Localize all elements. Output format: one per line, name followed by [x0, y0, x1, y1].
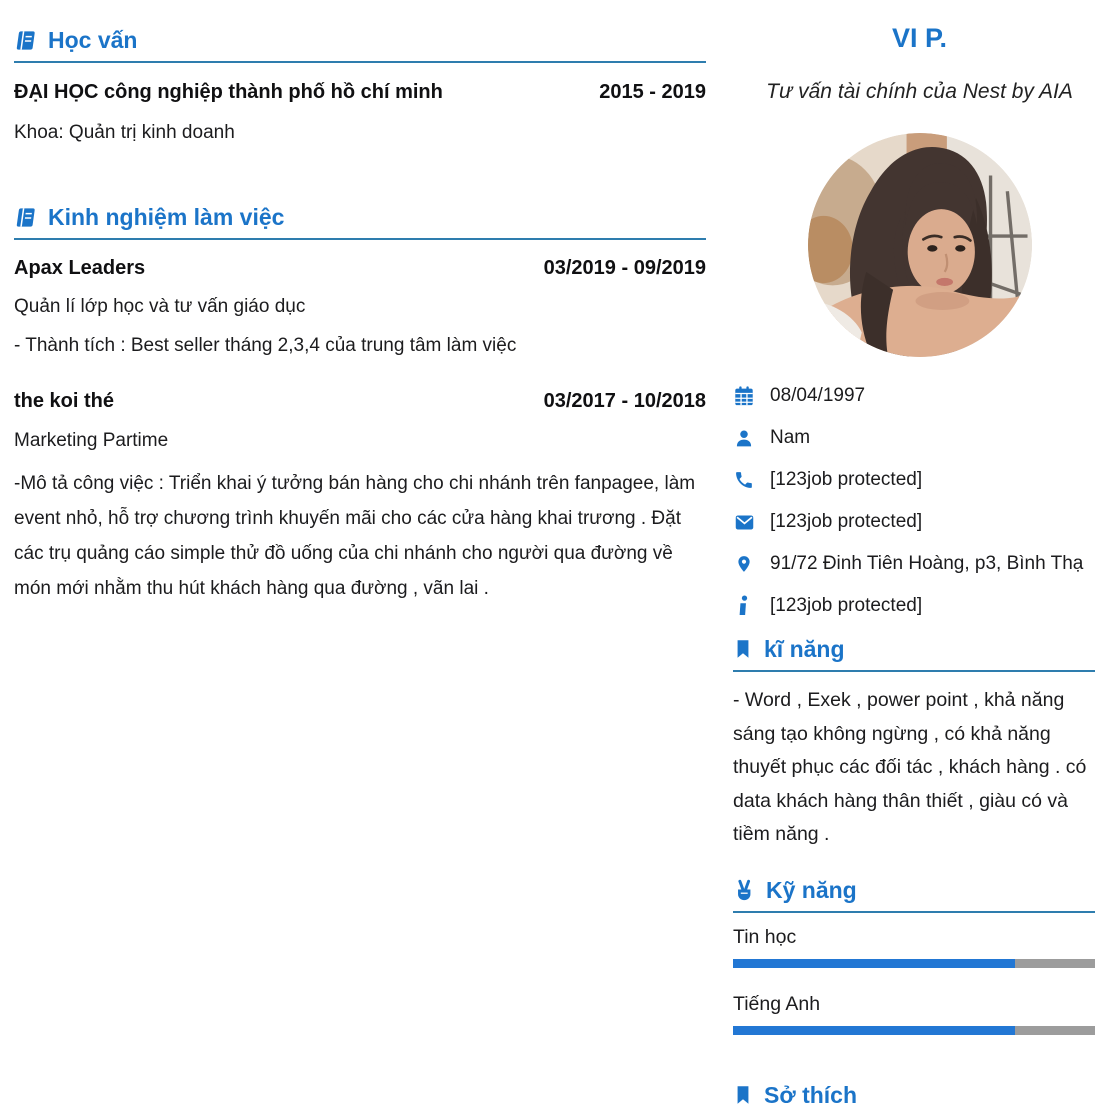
- education-section-header: [14, 26, 706, 54]
- job-achievement: - Thành tích : Best seller tháng 2,3,4 của trung tâm làm việc: [14, 335, 517, 356]
- education-section-title: Học vấn: [48, 27, 138, 53]
- skills-section-header: [733, 876, 1106, 904]
- contact-item-phone: [733, 467, 1106, 493]
- job-entry: [14, 389, 706, 413]
- book-icon: [12, 29, 38, 52]
- profile-photo: [808, 133, 1032, 357]
- company-name: Apax Leaders: [14, 257, 146, 279]
- skill-bar-fill: [733, 1026, 1015, 1035]
- job-entry: [14, 256, 706, 280]
- contact-text: [123job protected]: [770, 469, 923, 490]
- education-dates: 2015 - 2019: [599, 81, 706, 103]
- section-divider: [14, 61, 706, 63]
- contact-text: 91/72 Đinh Tiên Hoàng, p3, Bình Thạ: [770, 553, 1084, 574]
- experience-section-header: [14, 203, 706, 231]
- envelope-icon: [733, 512, 755, 533]
- contact-list: [733, 383, 1106, 619]
- skill-label: Tiếng Anh: [733, 992, 821, 1015]
- bookmark-icon: [733, 1083, 753, 1107]
- soft-skills-section-header: [733, 635, 1106, 663]
- skill-label: Tin học: [733, 925, 797, 948]
- contact-text: Nam: [770, 427, 811, 448]
- cv-main-column: [14, 0, 706, 606]
- job-role: Marketing Partime: [14, 430, 169, 451]
- section-divider: [733, 911, 1095, 913]
- calendar-icon: [733, 385, 755, 407]
- section-divider: [733, 670, 1095, 672]
- skill-bar-track: [733, 1026, 1095, 1035]
- soft-skills-section-title: kĩ năng: [764, 636, 845, 662]
- education-entry: [14, 80, 706, 104]
- job-dates: 03/2017 - 10/2018: [543, 390, 706, 412]
- skills-section-title: Kỹ năng: [766, 876, 857, 903]
- job-role: Quản lí lớp học và tư vấn giáo dục: [14, 296, 306, 317]
- contact-text: [123job protected]: [770, 595, 923, 616]
- contact-item-info: [733, 593, 1106, 619]
- soft-skills-text: - Word , Exek , power point , khả năng sáng tạo không ngừng , có khả năng thuyết phục các đối tác , khách hàng . có data khách hàng thân thiết , giàu có và tiềm năng .: [733, 689, 1087, 845]
- location-pin-icon: [733, 553, 755, 575]
- contact-item-dob: [733, 383, 1106, 409]
- experience-section-title: Kinh nghiệm làm việc: [48, 204, 285, 230]
- contact-text: 08/04/1997: [770, 385, 866, 406]
- hobbies-section-title: Sở thích: [764, 1081, 858, 1108]
- company-name: the koi thé: [14, 390, 115, 412]
- phone-icon: [733, 470, 755, 490]
- section-divider: [14, 238, 706, 240]
- school-name: ĐẠI HỌC công nghiệp thành phố hồ chí minh: [14, 81, 443, 103]
- skill-bar-track: [733, 959, 1095, 968]
- contact-item-address: [733, 551, 1106, 577]
- cv-side-column: [733, 0, 1106, 1109]
- victory-hand-icon: [733, 878, 755, 902]
- bookmark-icon: [733, 637, 753, 661]
- contact-text: [123job protected]: [770, 511, 923, 532]
- user-icon: [733, 428, 755, 448]
- candidate-job-title: Tư vấn tài chính của Nest by AIA: [766, 80, 1073, 103]
- book-icon: [12, 206, 38, 229]
- skill-bar-fill: [733, 959, 1015, 968]
- contact-item-email: [733, 509, 1106, 535]
- candidate-name: VI P.: [891, 23, 948, 53]
- hobbies-section-header: [733, 1081, 1106, 1109]
- contact-item-gender: [733, 425, 1106, 451]
- info-icon: [733, 595, 755, 617]
- education-detail: Khoa: Quản trị kinh doanh: [14, 122, 235, 143]
- job-dates: 03/2019 - 09/2019: [543, 257, 706, 279]
- job-description: -Mô tả công việc : Triển khai ý tưởng bán hàng cho chi nhánh trên fanpagee, làm event nhỏ, hỗ trợ chương trình khuyến mãi cho các cửa hàng khai trương . Đặt các trụ quảng cáo simple thử đồ uống của chi nhánh cho người qua đường về món mới nhằm thu hút khách hàng qua đường , vãn lai .: [14, 473, 696, 599]
